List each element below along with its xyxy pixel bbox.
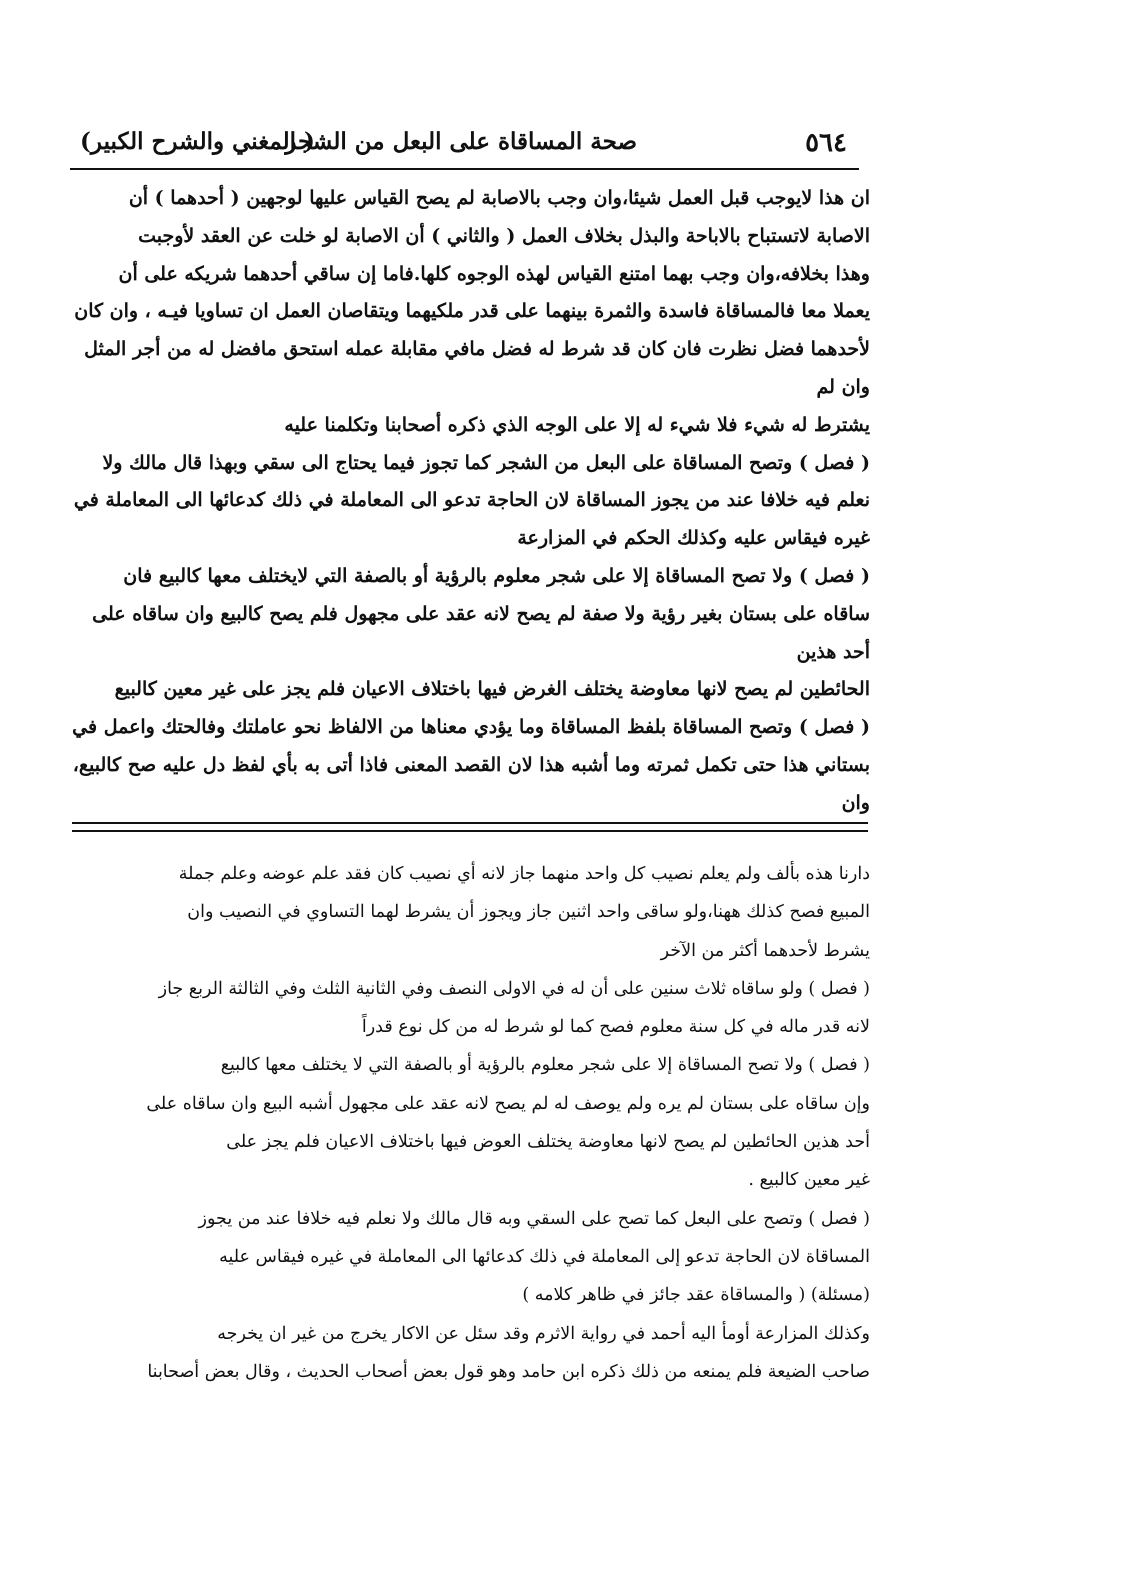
text-line: المساقاة لان الحاجة تدعو إلى المعاملة في ذلك كدعائها الى المعاملة في غيره فيقاس عليه bbox=[219, 1246, 870, 1267]
text-line: وإن ساقاه على بستان لم يره ولم يوصف له لم يصح لانه عقد على مجهول أشبه البيع وان ساقاه على bbox=[146, 1093, 870, 1114]
running-header bbox=[70, 128, 847, 164]
text-line: يشترط له شيء فلا شيء له إلا على الوجه الذي ذكره أصحابنا وتكلمنا عليه bbox=[284, 413, 870, 436]
text-line: ( فصل ) ولو ساقاه ثلاث سنين على أن له في الاولى النصف وفي الثانية الثلث وفي الثالثة الربع جاز bbox=[158, 978, 870, 999]
text-line: يشرط لأحدهما أكثر من الآخر bbox=[660, 940, 870, 961]
text-line: ( فصل ) ولا تصح المساقاة إلا على شجر معلوم بالرؤية أو بالصفة التي لا يختلف معها كالبيع bbox=[220, 1055, 870, 1076]
section-divider bbox=[72, 822, 868, 832]
text-line: وكذلك المزارعة أومأ اليه أحمد في رواية الاثرم وقد سئل عن الاكار يخرج من غير ان يخرجه bbox=[217, 1323, 870, 1344]
text-line: ( فصل ) وتصح المساقاة بلفظ المساقاة وما يؤدي معناها من الالفاظ نحو عاملتك وفالحتك واعمل في bbox=[72, 716, 870, 739]
text-line: غير معين كالبيع . bbox=[748, 1170, 870, 1191]
text-line: صاحب الضيعة فلم يمنعه من ذلك ذكره ابن حامد وهو قول بعض أصحاب الحديث ، وقال بعض أصحابنا bbox=[147, 1361, 870, 1382]
header-rule bbox=[70, 168, 859, 170]
text-line: لانه قدر ماله في كل سنة معلوم فصح كما لو شرط له من كل نوع قدراً bbox=[361, 1017, 870, 1038]
text-line: الحائطين لم يصح لانها معاوضة يختلف الغرض فيها باختلاف الاعيان فلم يجز على غير معين كالبيع bbox=[114, 678, 870, 701]
chapter-topic: صحة المساقاة على البعل من الشجر bbox=[285, 128, 637, 155]
main-text bbox=[70, 180, 870, 823]
text-line: ان هذا لايوجب قبل العمل شيئا،وان وجب بالاصابة لم يصح القياس عليها لوجهين ( أحدهما ) أن bbox=[128, 187, 870, 209]
text-line: نعلم فيه خلافا عند من يجوز المساقاة لان الحاجة تدعو الى المعاملة في ذلك كدعائها الى المعاملة في bbox=[73, 489, 870, 512]
page-number: ٥٦٤ bbox=[805, 128, 847, 158]
book-title: ( المغني والشرح الكبير) bbox=[80, 128, 315, 155]
text-line: ( فصل ) وتصح المساقاة على البعل من الشجر كما تجوز فيما يحتاج الى سقي وبهذا قال مالك ولا bbox=[102, 451, 870, 474]
text-line: ( فصل ) وتصح على البعل كما تصح على السقي وبه قال مالك ولا نعلم فيه خلافا عند من يجوز bbox=[198, 1208, 870, 1229]
text-line: أحد هذين الحائطين لم يصح لانها معاوضة يختلف العوض فيها باختلاف الاعيان فلم يجز على bbox=[226, 1132, 870, 1153]
text-line: غيره فيقاس عليه وكذلك الحكم في المزارعة bbox=[517, 527, 870, 550]
text-line: ساقاه على بستان بغير رؤية ولا صفة لم يصح لانه عقد على مجهول فلم يصح كالبيع وان ساقاه على أحد هذين bbox=[92, 602, 870, 663]
text-line: يعملا معا فالمساقاة فاسدة والثمرة بينهما على قدر ملكيهما ويتقاصان العمل ان تساويا فيـه ، وان كان bbox=[74, 300, 870, 323]
text-line: وهذا بخلافه،وان وجب بهما امتنع القياس لهذه الوجوه كلها.فاما إن ساقي أحدهما شريكه على أن bbox=[118, 262, 870, 285]
text-line: (مسئلة) ( والمساقاة عقد جائز في ظاهر كلامه ) bbox=[522, 1285, 870, 1306]
text-line: الاصابة لاتستباح بالاباحة والبذل بخلاف العمل ( والثاني ) أن الاصابة لو خلت عن العقد لأوجبت bbox=[138, 224, 870, 247]
text-line: المبيع فصح كذلك ههنا،ولو ساقى واحد اثنين جاز ويجوز أن يشرط لهما التساوي في النصيب وان bbox=[187, 902, 870, 923]
text-line: لأحدهما فضل نظرت فان كان قد شرط له فضل مافي مقابلة عمله استحق مافضل له من أجر المثل وان لم bbox=[84, 338, 870, 398]
commentary-text bbox=[70, 855, 870, 1391]
text-line: دارنا هذه بألف ولم يعلم نصيب كل واحد منهما جاز لانه أي نصيب كان فقد علم عوضه وعلم جملة bbox=[178, 864, 870, 884]
text-line: بستاني هذا حتى تكمل ثمرته وما أشبه هذا لان القصد المعنى فاذا أتى به بأي لفظ دل عليه صح كالبيع، وان bbox=[72, 753, 870, 814]
text-line: ( فصل ) ولا تصح المساقاة إلا على شجر معلوم بالرؤية أو بالصفة التي لايختلف معها كالبيع فان bbox=[123, 564, 870, 587]
